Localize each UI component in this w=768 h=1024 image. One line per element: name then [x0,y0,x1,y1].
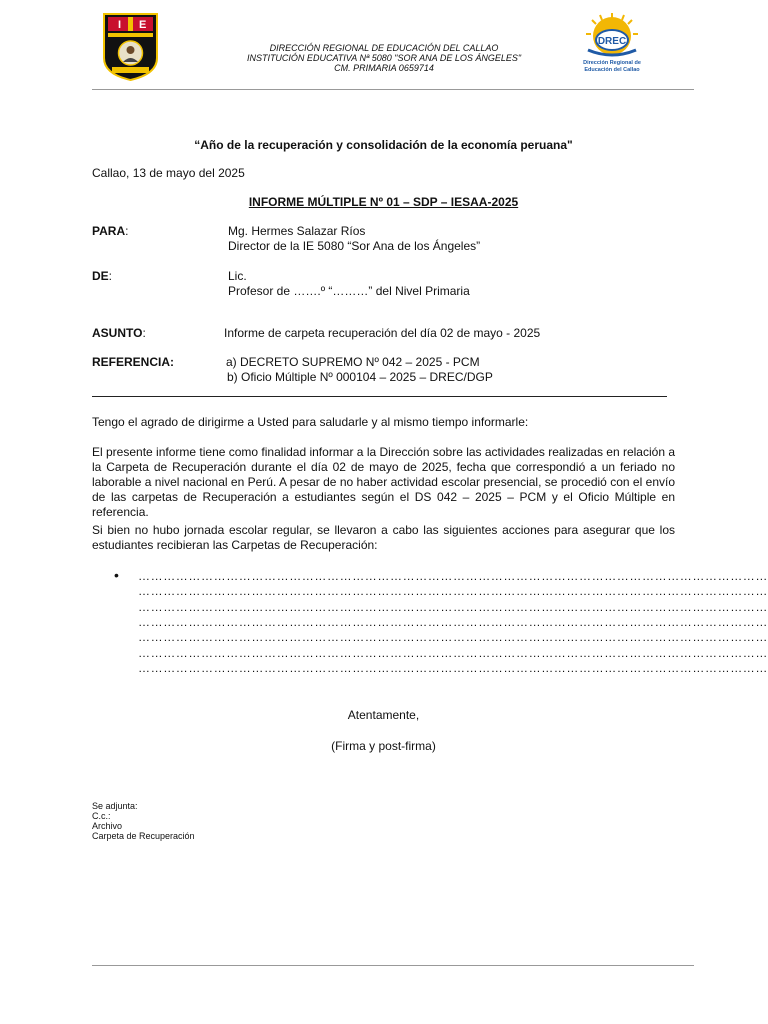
drec-badge-text: DREC [597,36,627,47]
de-line-2: Profesor de …….º “………” del Nivel Primaria [228,284,470,298]
attachment-line: Se adjunta: [92,801,138,811]
drec-caption-2: Educación del Callao [584,67,640,73]
place-date: Callao, 13 de mayo del 2025 [92,166,245,180]
dotted-line: …………………………………………………………………………………………………………………………………… [138,600,768,614]
report-title: INFORME MÚLTIPLE Nº 01 – SDP – IESAA-2025 [248,195,519,209]
attachment-line: C.c.: [92,811,111,821]
para-label-row [92,224,128,239]
attachment-line: Archivo [92,821,123,831]
signature-placeholder: (Firma y post-firma) [331,739,436,753]
dotted-line: …………………………………………………………………………………………………………………………………… [138,630,768,644]
drec-logo [578,12,648,78]
asunto-colon: : [142,326,146,340]
attachments-block [92,801,195,841]
footer-divider [92,965,694,966]
logo-letter-e: E [139,19,147,31]
de-colon: : [108,269,113,283]
para-line-2: Director de la IE 5080 “Sor Ana de los Ángeles” [228,239,481,253]
header-line-3: CM. PRIMARIA 0659714 [334,63,434,73]
asunto-label: ASUNTO [92,326,143,340]
referencia-divider [92,396,667,397]
para-label: PARA [92,224,126,238]
dotted-line: …………………………………………………………………………………………………………………………………… [138,569,768,583]
paragraph-1: El presente informe tiene como finalidad informar a la Dirección sobre las actividades realizadas en relación a la Carpeta de Recuperación durante el día 02 de mayo de 2025, fecha que correspondió a un feriado no laborable a nivel nacional en Perú. A pesar de no haber actividad escolar presencial, se procedió con el envío de las carpetas de Recuperación a estudiantes según el DS 042 – 2025 – PCM y el Oficio Múltiple en referencia. [92,445,675,519]
referencia-label: REFERENCIA: [92,355,175,369]
para-line-1: Mg. Hermes Salazar Ríos [228,224,366,238]
year-motto: “Año de la recuperación y consolidación de la economía peruana" [194,138,573,152]
dotted-line: …………………………………………………………………………………………………………………………………… [138,584,768,598]
de-label-row [92,269,112,284]
asunto-value: Informe de carpeta recuperación del día 02 de mayo - 2025 [224,326,541,340]
school-logo [102,12,159,82]
dotted-line: …………………………………………………………………………………………………………………………………… [138,661,768,675]
attachment-line: Carpeta de Recuperación [92,831,195,841]
referencia-line-2: b) Oficio Múltiple Nº 000104 – 2025 – DREC/DGP [227,370,493,384]
dotted-line: …………………………………………………………………………………………………………………………………… [138,646,768,660]
logo-letter-i: I [118,19,122,31]
header-line-1: DIRECCIÓN REGIONAL DE EDUCACIÓN DEL CALLAO [269,43,499,53]
bullet-icon: • [114,567,119,583]
de-label: DE [92,269,109,283]
asunto-label-row [92,326,146,341]
paragraph-2: Si bien no hubo jornada escolar regular, se llevaron a cabo las siguientes acciones para asegurar que los estudiantes recibieran las Carpetas de Recuperación: [92,523,675,552]
greeting: Tengo el agrado de dirigirme a Usted para saludarle y al mismo tiempo informarle: [92,415,529,429]
header-line-2: INSTITUCIÓN EDUCATIVA Nª 5080 "SOR ANA DE LOS ÁNGELES" [246,53,522,63]
closing-salutation: Atentamente, [347,708,420,722]
header-text [234,43,534,73]
de-line-1: Lic. [228,269,247,283]
referencia-line-1: a) DECRETO SUPREMO Nº 042 – 2025 - PCM [226,355,480,369]
header-divider [92,89,694,90]
drec-caption-1: Dirección Regional de [583,60,641,66]
para-colon: : [125,224,129,238]
dotted-line: …………………………………………………………………………………………………………………………………… [138,615,768,629]
